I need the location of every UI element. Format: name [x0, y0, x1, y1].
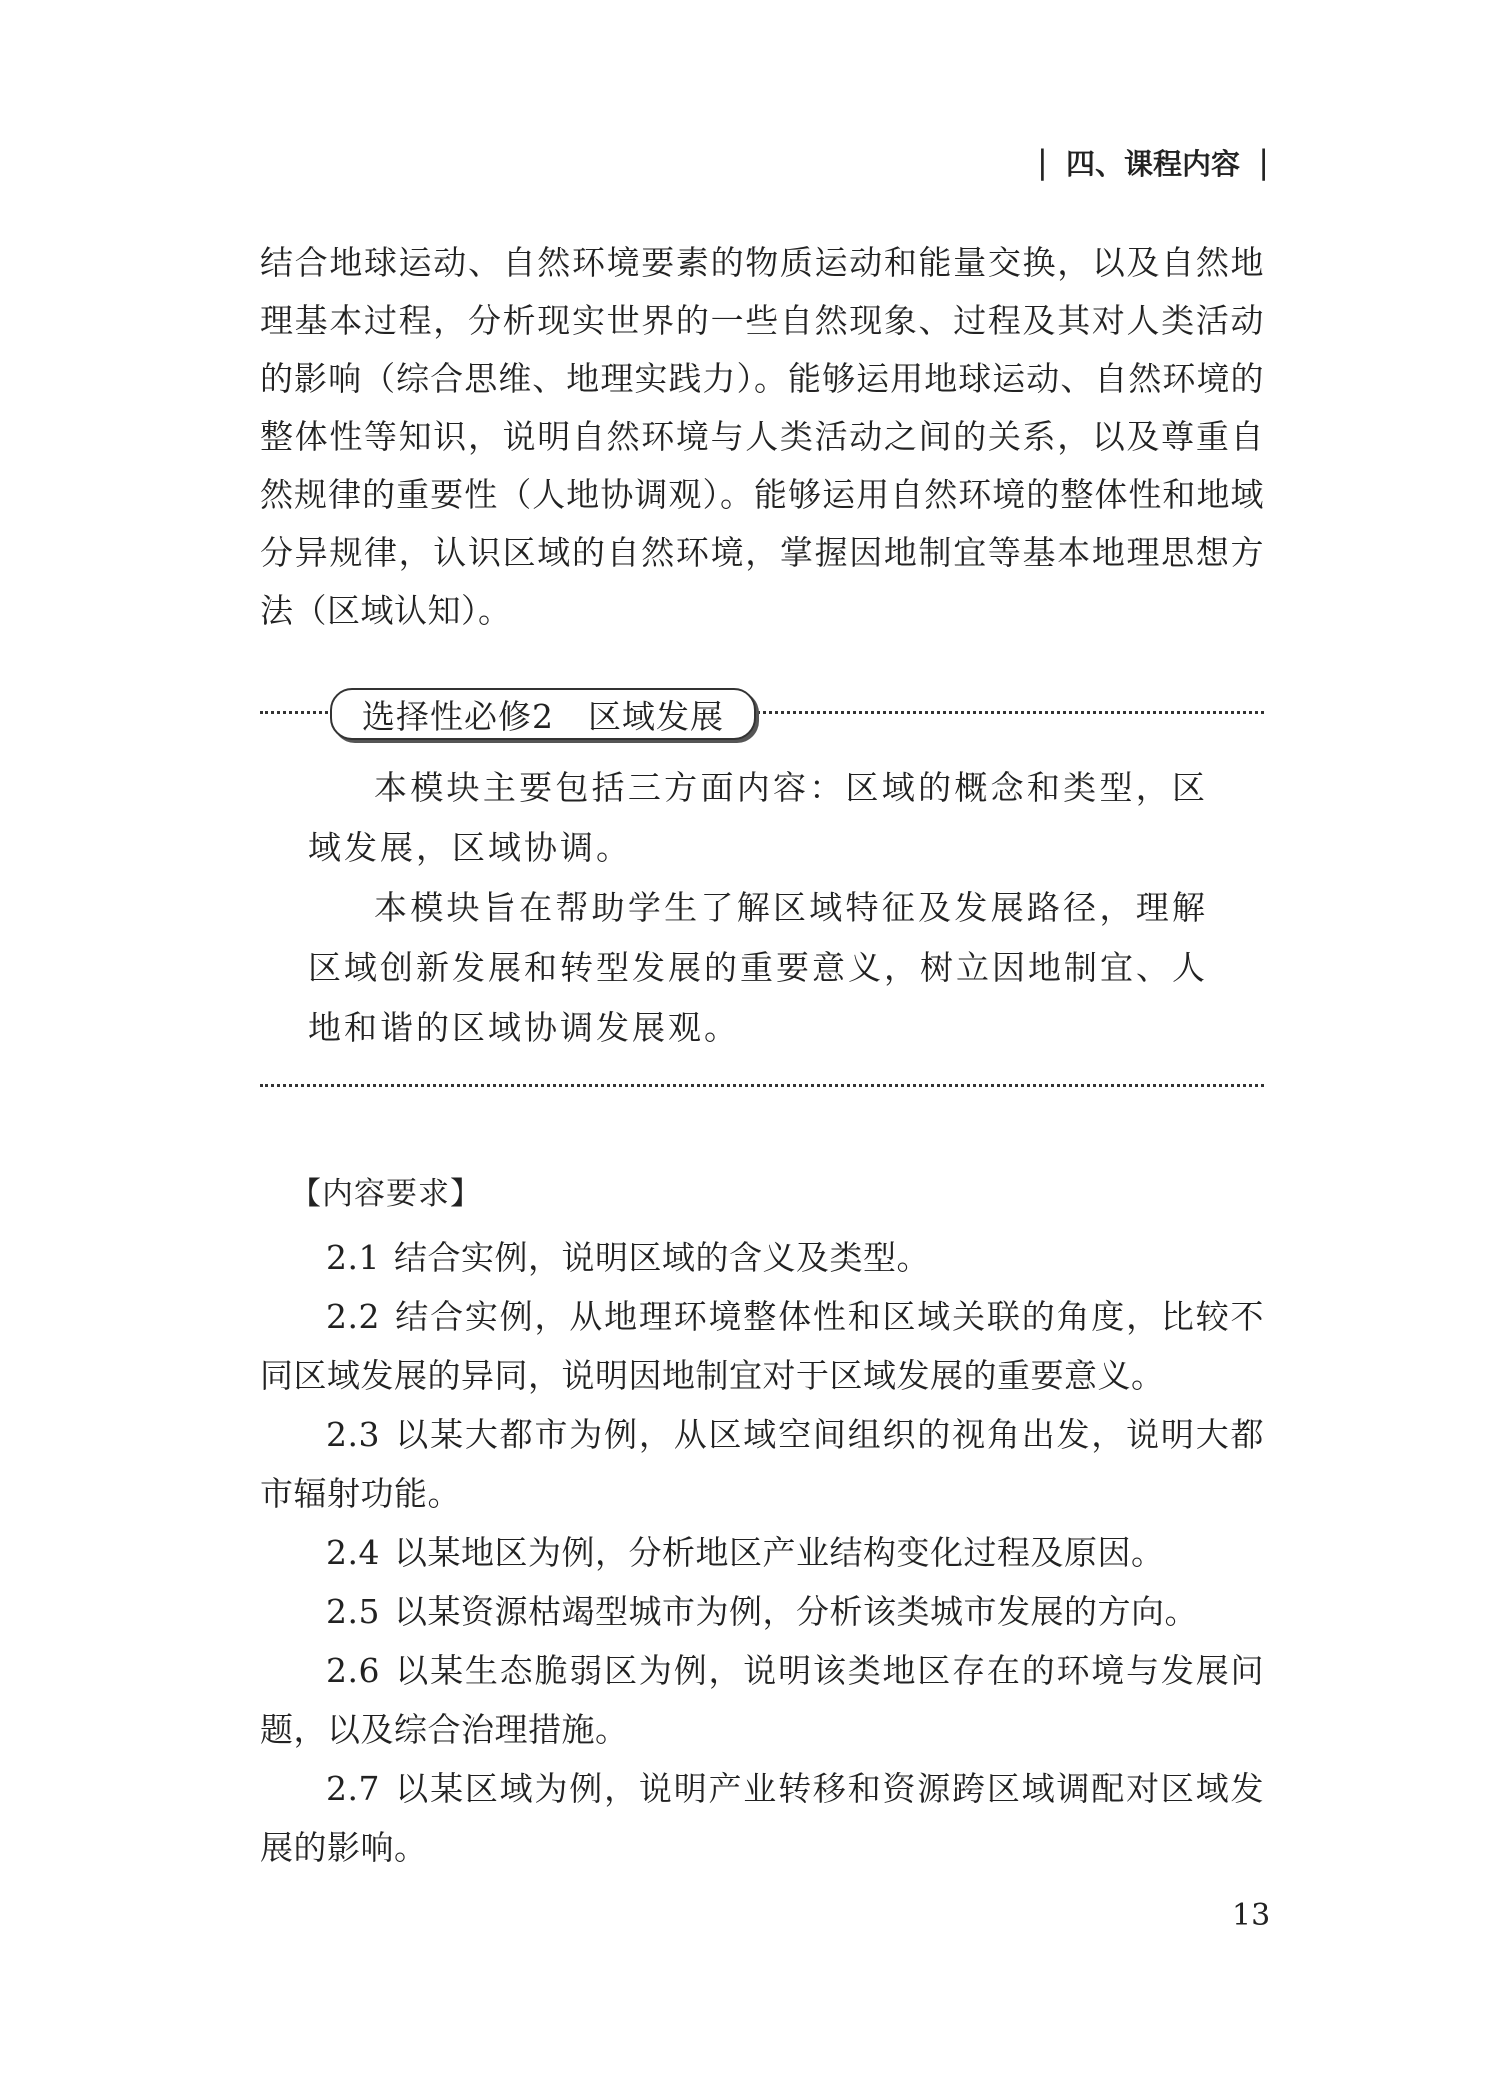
- module-title-tab: [330, 688, 756, 740]
- requirements-heading: 【内容要求】: [290, 1176, 482, 1212]
- module-title: 选择性必修2 区域发展: [362, 696, 724, 736]
- running-header: [1037, 138, 1269, 186]
- module-box: [260, 688, 1264, 1088]
- requirement-text: 以某区域为例，说明产业转移和资源跨区域调配对区域发展的影响。: [260, 1769, 1264, 1867]
- module-description: [308, 758, 1208, 1058]
- module-paragraph-2: 本模块旨在帮助学生了解区域特征及发展路径，理解区域创新发展和转型发展的重要意义，树立因地制宜、人地和谐的区域协调发展观。: [308, 888, 1208, 1047]
- dotted-rule-bottom: [260, 1084, 1264, 1087]
- requirement-number: 2.7: [326, 1769, 380, 1808]
- requirement-item: [260, 1228, 1264, 1287]
- requirement-item: [260, 1582, 1264, 1641]
- requirement-item: [260, 1523, 1264, 1582]
- requirement-text: 结合实例，说明区域的含义及类型。: [393, 1238, 930, 1277]
- requirement-text: 以某生态脆弱区为例，说明该类地区存在的环境与发展问题，以及综合治理措施。: [260, 1651, 1264, 1749]
- requirement-text: 以某大都市为例，从区域空间组织的视角出发，说明大都市辐射功能。: [260, 1415, 1264, 1513]
- intro-paragraph: 结合地球运动、自然环境要素的物质运动和能量交换，以及自然地理基本过程，分析现实世界的一些自然现象、过程及其对人类活动的影响（综合思维、地理实践力）。能够运用地球运动、自然环境的整体性等知识，说明自然环境与人类活动之间的关系，以及尊重自然规律的重要性（人地协调观）。能够运用自然环境的整体性和地域分异规律，认识区域的自然环境，掌握因地制宜等基本地理思想方法（区域认知）。: [260, 243, 1264, 630]
- requirement-text: 结合实例，从地理环境整体性和区域关联的角度，比较不同区域发展的异同，说明因地制宜对于区域发展的重要意义。: [260, 1297, 1264, 1395]
- requirement-number: 2.5: [326, 1592, 380, 1631]
- requirement-number: 2.6: [326, 1651, 380, 1690]
- requirement-item: [260, 1287, 1264, 1405]
- requirement-item: [260, 1759, 1264, 1877]
- requirement-text: 以某地区为例，分析地区产业结构变化过程及原因。: [393, 1533, 1165, 1572]
- requirement-item: [260, 1641, 1264, 1759]
- chapter-title: 四、课程内容: [1065, 146, 1240, 181]
- requirement-number: 2.1: [326, 1238, 380, 1277]
- requirement-item: [260, 1405, 1264, 1523]
- header-left-bar: |: [1037, 143, 1048, 181]
- header-right-bar: |: [1258, 143, 1269, 181]
- requirement-number: 2.3: [326, 1415, 380, 1454]
- requirement-number: 2.2: [326, 1297, 380, 1336]
- requirement-text: 以某资源枯竭型城市为例，分析该类城市发展的方向。: [393, 1592, 1198, 1631]
- page-number: 13: [1232, 1898, 1271, 1933]
- module-paragraph-1: 本模块主要包括三方面内容：区域的概念和类型，区域发展，区域协调。: [308, 768, 1208, 867]
- requirements-list: [260, 1228, 1264, 1877]
- requirement-number: 2.4: [326, 1533, 380, 1572]
